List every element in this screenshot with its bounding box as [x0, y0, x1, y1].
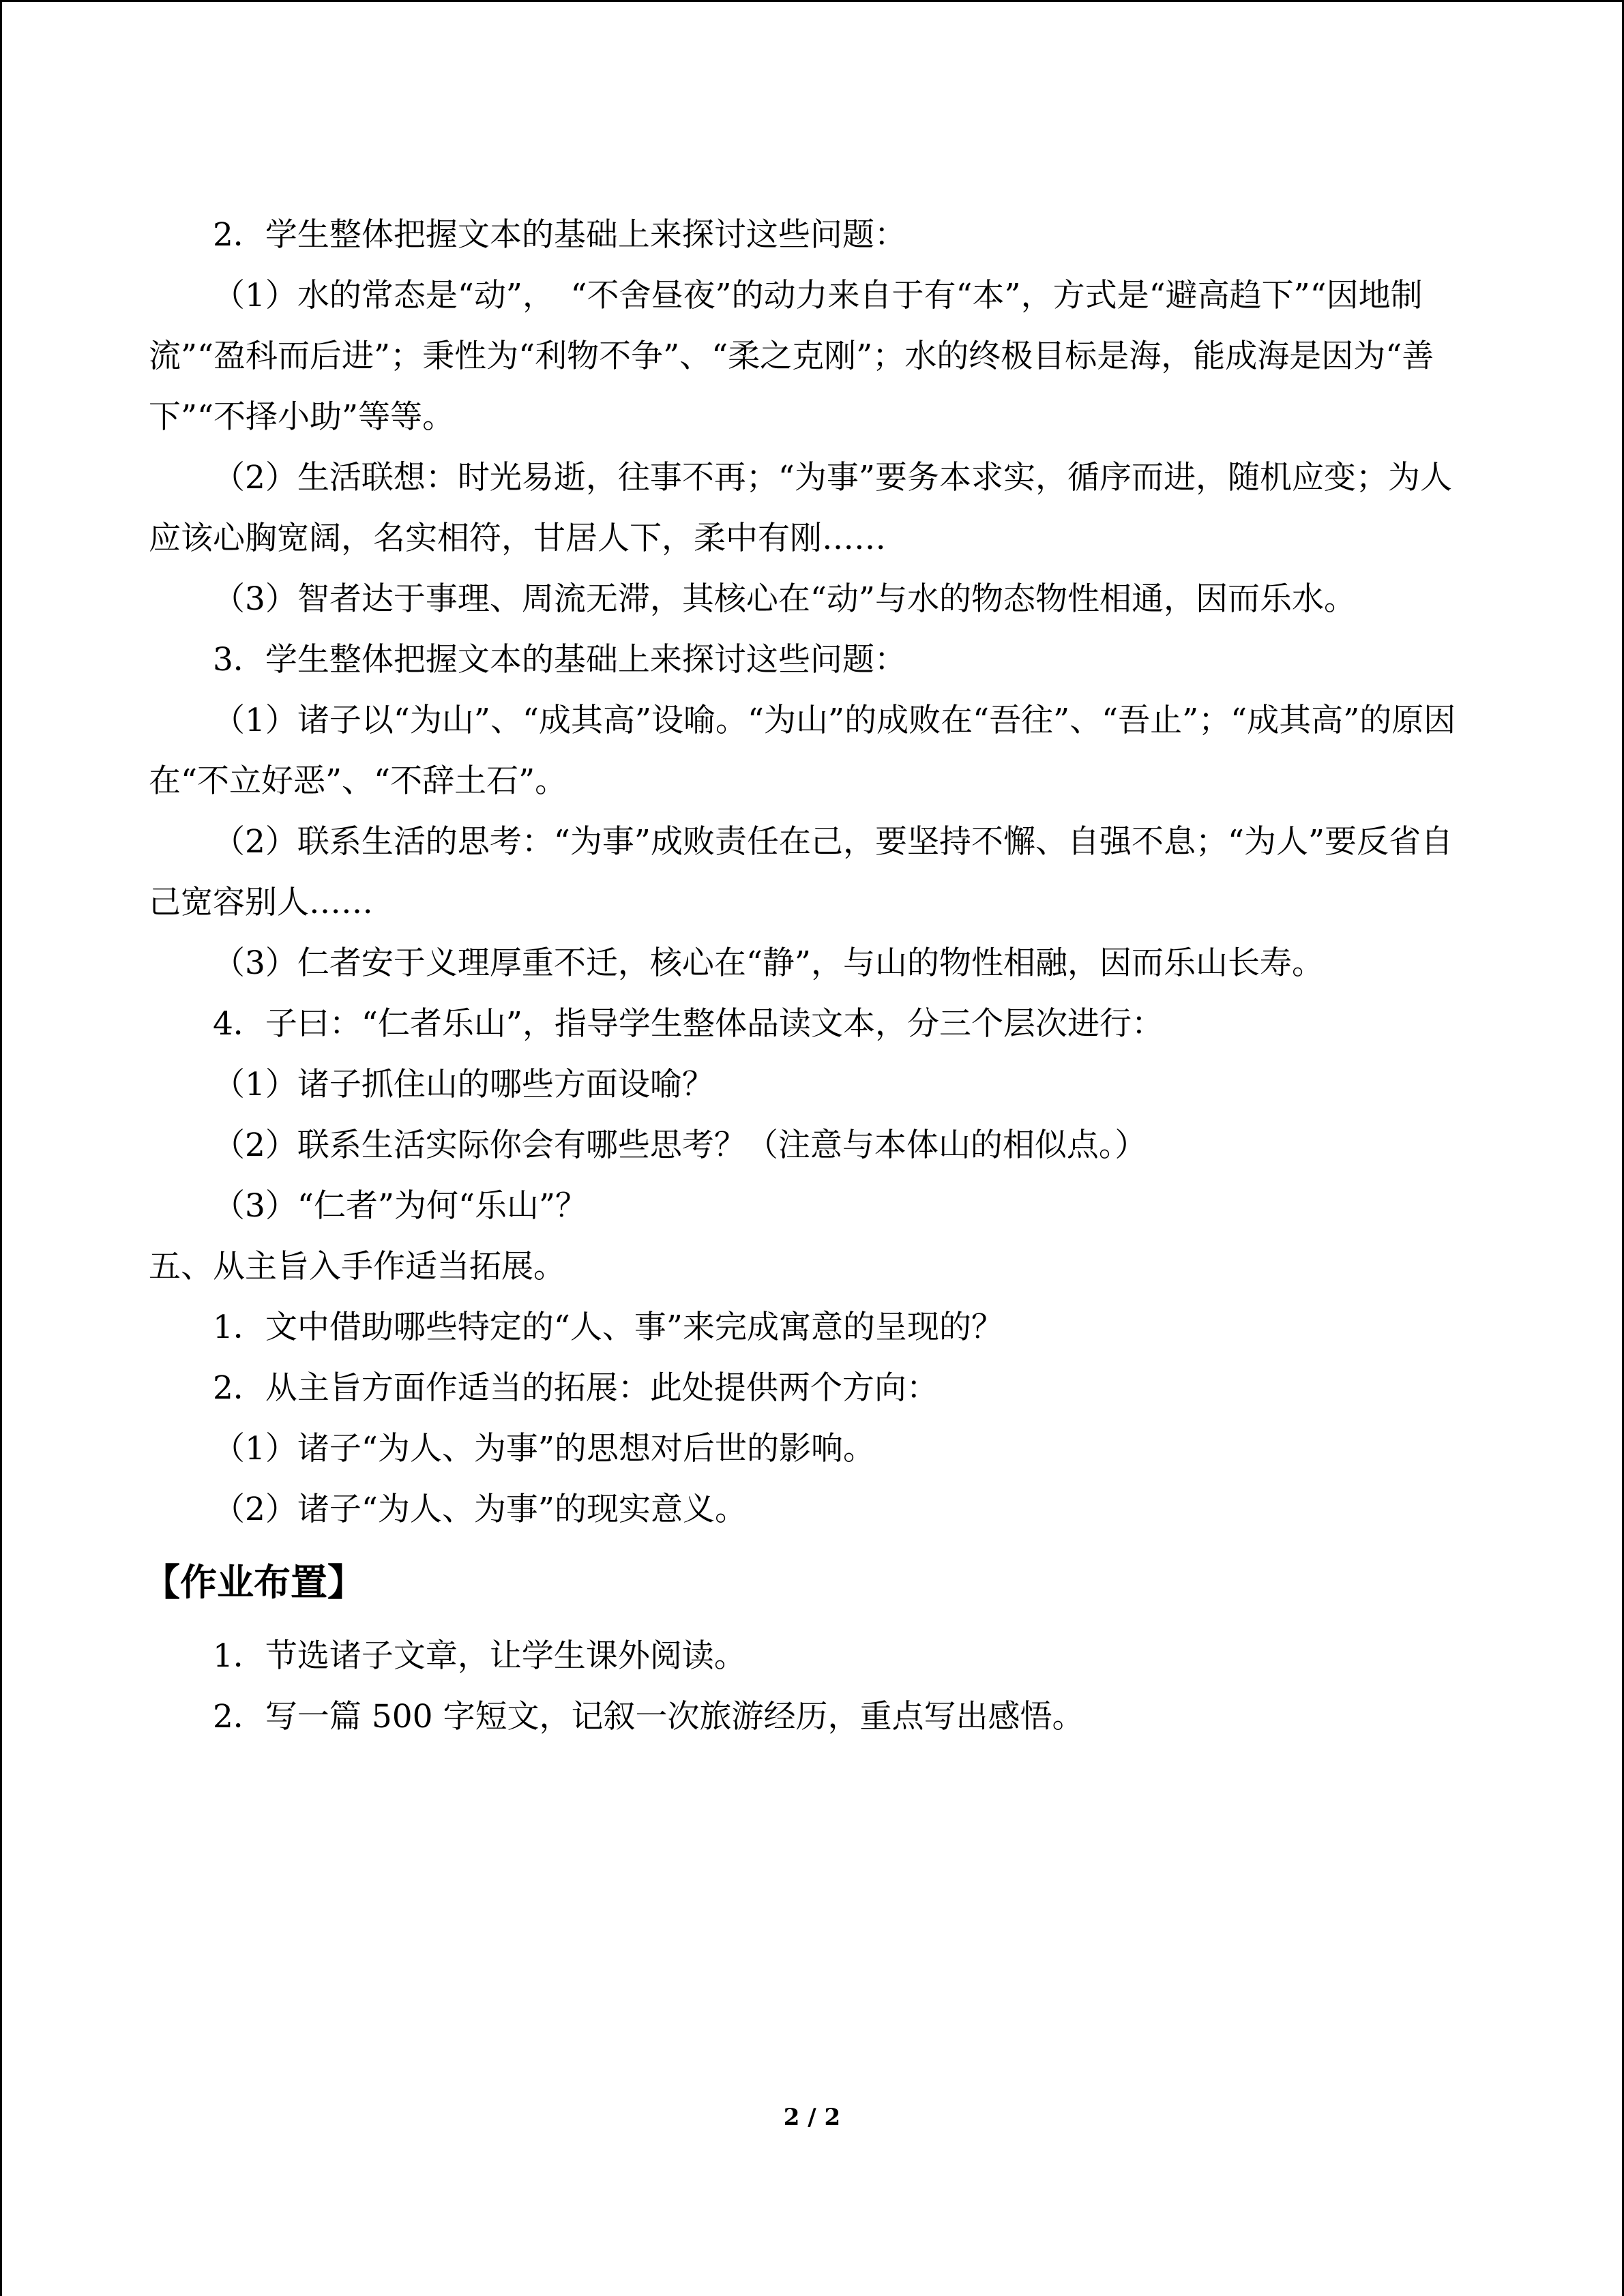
paragraph: 2．学生整体把握文本的基础上来探讨这些问题： [213, 216, 906, 254]
paragraph: 4．子曰：“仁者乐山”，指导学生整体品读文本，分三个层次进行： [213, 1005, 1164, 1043]
paragraph: （2）联系生活的思考：“为事”成败责任在己，要坚持不懈、自强不息；“为人”要反省自己宽容别人…… [149, 823, 1453, 921]
paragraph: （3）仁者安于义理厚重不迁，核心在“静”，与山的物性相融，因而乐山长寿。 [213, 944, 1324, 982]
paragraph: （1）水的常态是“动”， “不舍昼夜”的动力来自于有“本”，方式是“避高趋下”“因地制流”“盈科而后进”；秉性为“利物不争”、“柔之克刚”；水的终极目标是海，能成海是因为“善下”“不择小助”等等。 [149, 277, 1434, 436]
paragraph: （2）生活联想：时光易逝，往事不再；“为事”要务本求实，循序而进，随机应变；为人应该心胸宽阔，名实相符，甘居人下，柔中有刚…… [149, 459, 1452, 557]
document-body [143, 205, 1475, 1747]
homework-item: 2．写一篇 500 字短文，记叙一次旅游经历，重点写出感悟。 [213, 1698, 1084, 1735]
paragraph: （1）诸子“为人、为事”的思想对后世的影响。 [213, 1430, 875, 1467]
paragraph: （2）联系生活实际你会有哪些思考？（注意与本体山的相似点。） [213, 1127, 1147, 1164]
section-heading: 五、从主旨入手作适当拓展。 [149, 1248, 565, 1285]
homework-heading: 【作业布置】 [143, 1561, 364, 1604]
paragraph: （1）诸子抓住山的哪些方面设喻？ [213, 1066, 714, 1103]
page-number: 2 / 2 [783, 2104, 841, 2131]
paragraph: 1．文中借助哪些特定的“人、事”来完成寓意的呈现的？ [213, 1309, 1003, 1346]
paragraph: （1）诸子以“为山”、“成其高”设喻。“为山”的成败在“吾往”、“吾止”；“成其高”的原因在“不立好恶”、“不辞土石”。 [149, 702, 1456, 800]
paragraph: （3）“仁者”为何“乐山”？ [213, 1187, 588, 1225]
homework-item: 1．节选诸子文章，让学生课外阅读。 [213, 1637, 746, 1675]
paragraph: 2．从主旨方面作适当的拓展：此处提供两个方向： [213, 1369, 939, 1407]
paragraph: 3．学生整体把握文本的基础上来探讨这些问题： [213, 641, 906, 679]
paragraph: （3）智者达于事理、周流无滞，其核心在“动”与水的物态物性相通，因而乐水。 [213, 580, 1356, 618]
paragraph: （2）诸子“为人、为事”的现实意义。 [213, 1491, 747, 1528]
